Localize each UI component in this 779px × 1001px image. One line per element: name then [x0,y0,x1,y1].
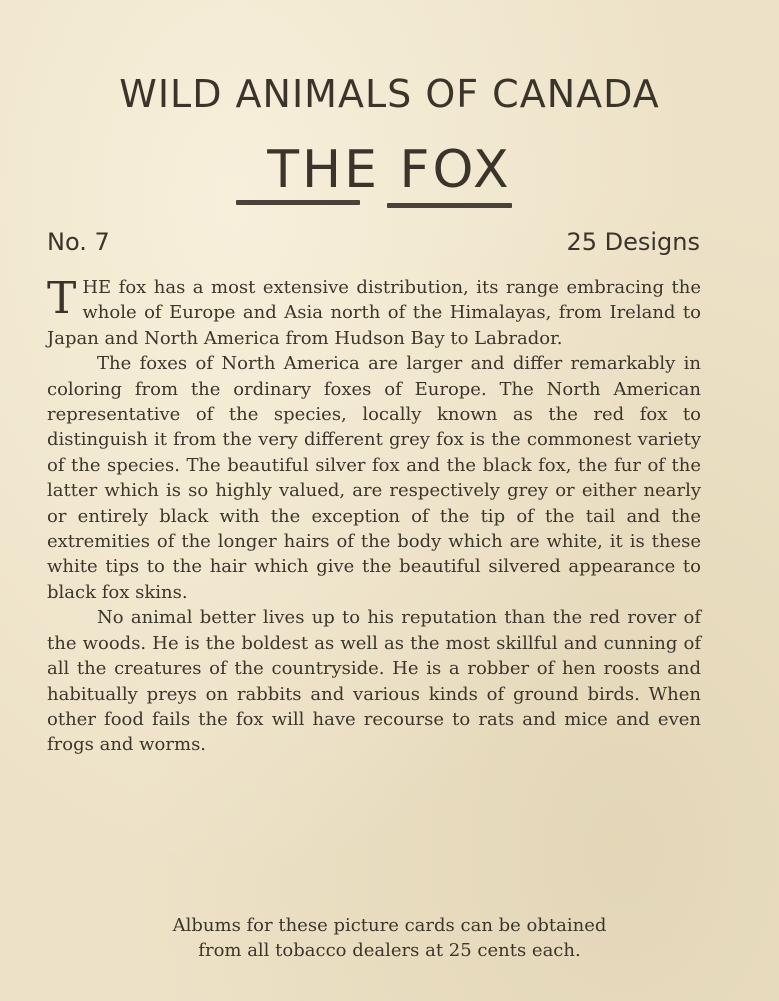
designs-count: 25 Designs [566,228,700,256]
title-underline-left [236,200,360,205]
paragraph-3: No animal better lives up to his reputation than the red rover of the woods. He is the boldest as well as the most skillful and cunning of all the creatures of the countryside. He is a robber of hen roosts and habitually preys on rabbits and various kinds of ground birds. When other food fails the fox will have recourse to rats and mice and even frogs and worms. [47,607,701,756]
album-notice [0,913,779,963]
drop-cap: T [47,273,77,324]
title-underline-right [387,203,512,208]
album-notice-line-1: Albums for these picture cards can be obtained [172,915,607,936]
paragraph-2: The foxes of North America are larger and differ remarkably in coloring from the ordinary foxes of Europe. The North American representative of the species, locally known as the red fox to distinguish it from the very different grey fox is the commonest variety of the species. The beautiful silver fox and the black fox, the fur of the latter which is so highly valued, are respectively grey or either nearly or entirely black with the exception of the tip of the tail and the extremities of the longer hairs of the body which are white, it is these white tips to the hair which give the beautiful silvered appearance to black fox skins. [47,353,701,603]
card-title: THE FOX [267,140,512,200]
description [47,275,701,758]
series-title: WILD ANIMALS OF CANADA [119,72,660,116]
album-notice-line-2: from all tobacco dealers at 25 cents each. [198,940,581,961]
paragraph-1 [47,275,701,351]
card-number: No. 7 [47,228,110,256]
paragraph-1-text: HE fox has a most extensive distribution, its range embracing the whole of Europe and Asia north of the Himalayas, from Ireland to Japan and North America from Hudson Bay to Labrador. [47,277,701,349]
